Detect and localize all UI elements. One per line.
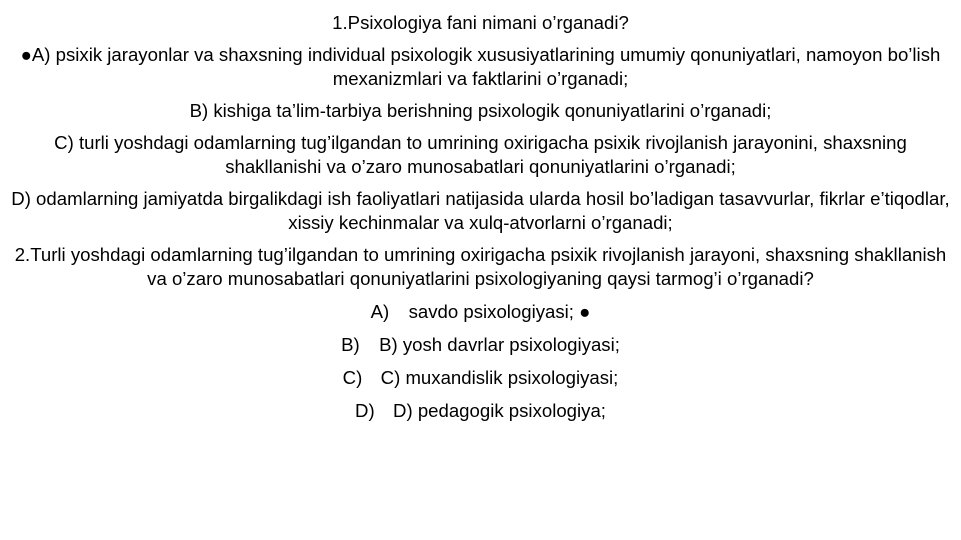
question-1-title: 1.Psixologiya fani nimani o’rganadi?: [332, 12, 629, 33]
question-2-option-b: [0, 333, 961, 357]
question-1-option-b: B) kishiga ta’lim-tarbiya berishning psixologik qonuniyatlarini o’rganadi;: [189, 100, 772, 121]
question-1-option-a: ●A) psixik jarayonlar va shaxsning individual psixologik xususiyatlarining umumiy qonuniyatlari, namoyon bo’lish mexanizmlari va faktlarini o’rganadi;: [20, 44, 941, 89]
question-2-option-d: [0, 399, 961, 423]
question-1-option-c: C) turli yoshdagi odamlarning tug’ilgandan to umrining oxirigacha psixik rivojlanish jarayonini, shaxsning shakllanishi va o’zaro munosabatlari qonuniyatlarini o’rganadi;: [54, 132, 907, 177]
option-marker: B): [341, 334, 360, 355]
option-text: B) yosh davrlar psixologiyasi;: [379, 334, 620, 355]
option-text: savdo psixologiyasi; ●: [408, 301, 591, 322]
question-2-title: 2.Turli yoshdagi odamlarning tug’ilgandan to umrining oxirigacha psixik rivojlanish jarayoni, shaxsning shakllanish va o’zaro munosabatlari qonuniyatlarini psixologiyaning qaysi tarmog’i o’rganadi?: [14, 244, 947, 289]
option-marker: D): [355, 400, 375, 421]
option-marker: C): [342, 367, 363, 388]
question-2-option-a: [0, 300, 961, 324]
question-2-option-c: [0, 366, 961, 390]
option-marker: A): [370, 301, 390, 322]
option-text: D) pedagogik psixologiya;: [393, 400, 606, 421]
question-1-option-d: D) odamlarning jamiyatda birgalikdagi ish faoliyatlari natijasida ularda hosil bo’ladigan tasavvurlar, fikrlar e’tiqodlar, xissiy kechinmalar va xulq-atvorlarni o’rganadi;: [11, 188, 950, 233]
option-text: C) muxandislik psixologiyasi;: [380, 367, 619, 388]
